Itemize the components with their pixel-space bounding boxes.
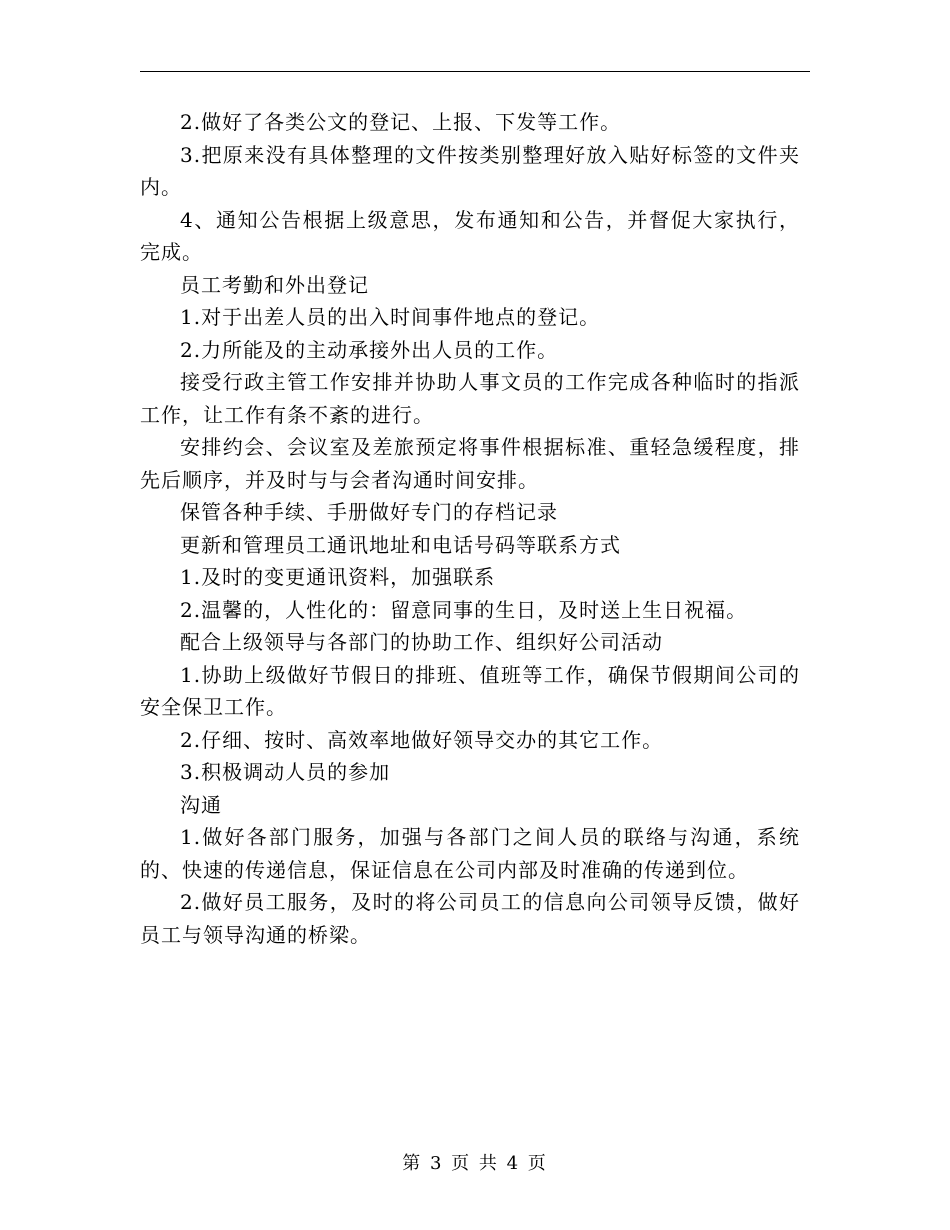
section-heading: 员工考勤和外出登记 (180, 272, 369, 297)
paragraph: 1.对于出差人员的出入时间事件地点的登记。 (180, 305, 601, 329)
paragraph: 2.仔细、按时、高效率地做好领导交办的其它工作。 (180, 727, 664, 752)
paragraph: 3.把原来没有具体整理的文件按类别整理好放入贴好标签的文件夹内。 (140, 142, 800, 199)
section-heading: 沟通 (180, 792, 222, 817)
paragraph: 2.力所能及的主动承接外出人员的工作。 (180, 337, 559, 362)
paragraph: 2.温馨的，人性化的：留意同事的生日，及时送上生日祝福。 (180, 597, 748, 622)
footer-current-page: 3 (429, 1153, 444, 1174)
paragraph: 2.做好员工服务，及时的将公司员工的信息向公司领导反馈，做好员工与领导沟通的桥梁。 (140, 890, 800, 947)
paragraph: 1.做好各部门服务，加强与各部门之间人员的联络与沟通，系统的、快速的传递信息，保证信息在公司内部及时准确的传递到位。 (140, 825, 800, 882)
footer-prefix: 第 (402, 1153, 423, 1174)
paragraph: 4、通知公告根据上级意思，发布通知和公告，并督促大家执行，完成。 (140, 207, 800, 264)
footer-suffix: 页 (527, 1153, 548, 1174)
paragraph: 1.协助上级做好节假日的排班、值班等工作，确保节假期间公司的安全保卫工作。 (140, 662, 800, 719)
page-footer (0, 1152, 950, 1176)
section-heading: 配合上级领导与各部门的协助工作、组织好公司活动 (180, 630, 663, 654)
footer-middle: 页 共 (451, 1153, 499, 1174)
paragraph: 1.及时的变更通讯资料，加强联系 (180, 565, 496, 589)
header-rule (140, 71, 810, 72)
section-heading: 保管各种手续、手册做好专门的存档记录 (180, 500, 558, 524)
footer-total-pages: 4 (506, 1153, 521, 1174)
paragraph: 接受行政主管工作安排并协助人事文员的工作完成各种临时的指派工作，让工作有条不紊的进行。 (140, 370, 800, 427)
paragraph: 2.做好了各类公文的登记、上报、下发等工作。 (180, 110, 622, 134)
section-heading: 更新和管理员工通讯地址和电话号码等联系方式 (180, 532, 621, 557)
document-body (140, 106, 800, 951)
paragraph: 安排约会、会议室及差旅预定将事件根据标准、重轻急缓程度，排先后顺序，并及时与与会者沟通时间安排。 (140, 435, 800, 492)
paragraph: 3.积极调动人员的参加 (180, 760, 391, 784)
